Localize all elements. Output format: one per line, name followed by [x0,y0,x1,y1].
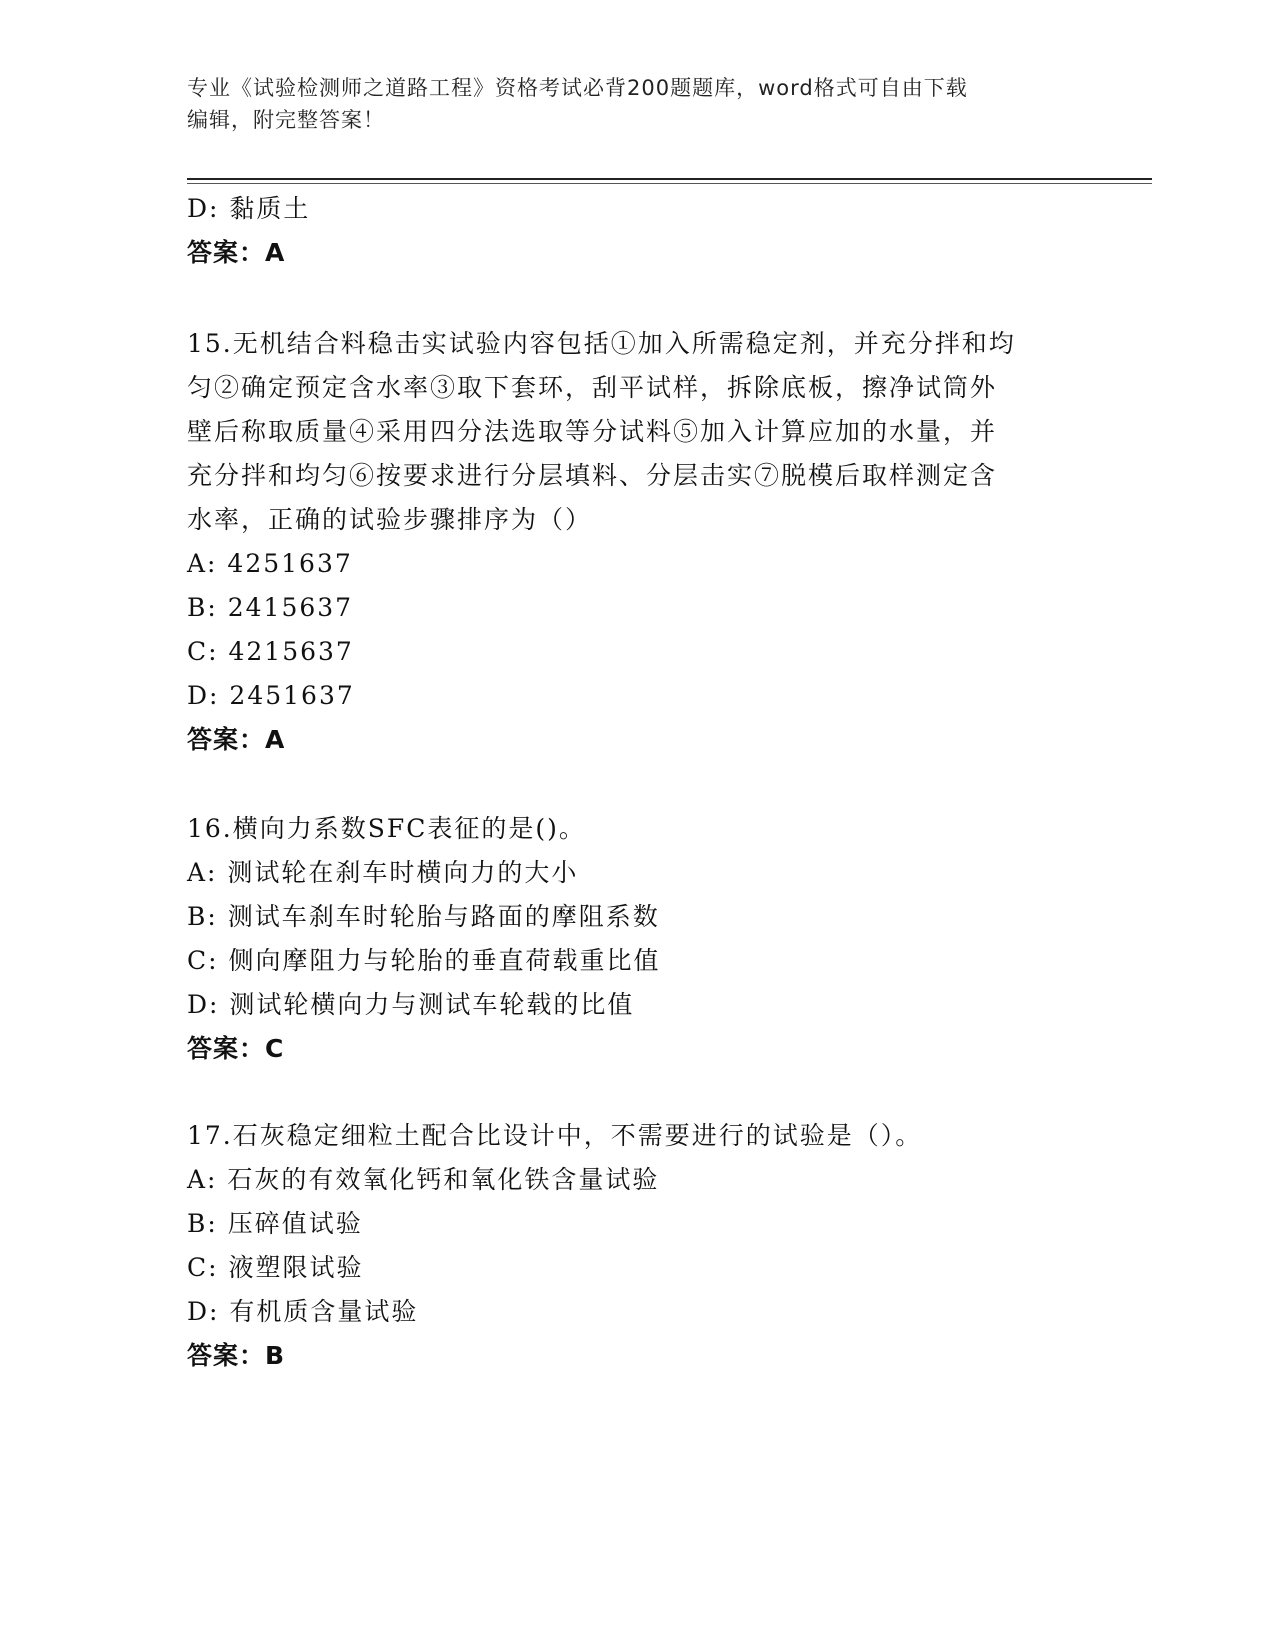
q15-option-a: A: 4251637 [187,549,353,578]
q15-stem-line-2: 匀②确定预定含水率③取下套环，刮平试样，拆除底板，擦净试筒外 [187,373,998,402]
q14-option-d: D: 黏质土 [187,194,311,223]
q17-option-a: A: 石灰的有效氧化钙和氧化铁含量试验 [187,1165,660,1194]
header-line-1: 专业《试验检测师之道路工程》资格考试必背200题题库，word格式可自由下载 [187,76,968,100]
header-divider-thin [187,183,1152,184]
q15-stem-line-5: 水率，正确的试验步骤排序为（） [187,505,593,534]
q15-stem-line-1: 15.无机结合料稳击实试验内容包括①加入所需稳定剂，并充分拌和均 [187,329,1016,358]
q17-option-c: C: 液塑限试验 [187,1253,364,1282]
q17-option-b: B: 压碎值试验 [187,1209,363,1238]
q15-answer: 答案：A [187,725,286,754]
q15-stem-line-4: 充分拌和均匀⑥按要求进行分层填料、分层击实⑦脱模后取样测定含 [187,461,998,490]
q17-stem: 17.石灰稳定细粒土配合比设计中，不需要进行的试验是（）。 [187,1121,923,1150]
q15-option-b: B: 2415637 [187,593,354,622]
q17-option-d: D: 有机质含量试验 [187,1297,419,1326]
q16-answer: 答案：C [187,1034,285,1063]
q16-option-c: C: 侧向摩阻力与轮胎的垂直荷载重比值 [187,946,661,975]
header-divider-thick [187,178,1152,180]
q16-option-d: D: 测试轮横向力与测试车轮载的比值 [187,990,635,1019]
q16-option-b: B: 测试车刹车时轮胎与路面的摩阻系数 [187,902,660,931]
q16-option-a: A: 测试轮在刹车时横向力的大小 [187,858,579,887]
q17-answer: 答案：B [187,1341,286,1370]
q15-option-c: C: 4215637 [187,637,354,666]
q15-stem-line-3: 壁后称取质量④采用四分法选取等分试料⑤加入计算应加的水量，并 [187,417,998,446]
q14-answer: 答案：A [187,238,286,267]
q15-option-d: D: 2451637 [187,681,355,710]
q16-stem: 16.横向力系数SFC表征的是()。 [187,814,586,843]
document-header [187,72,1087,136]
header-line-2: 编辑，附完整答案！ [187,108,385,132]
